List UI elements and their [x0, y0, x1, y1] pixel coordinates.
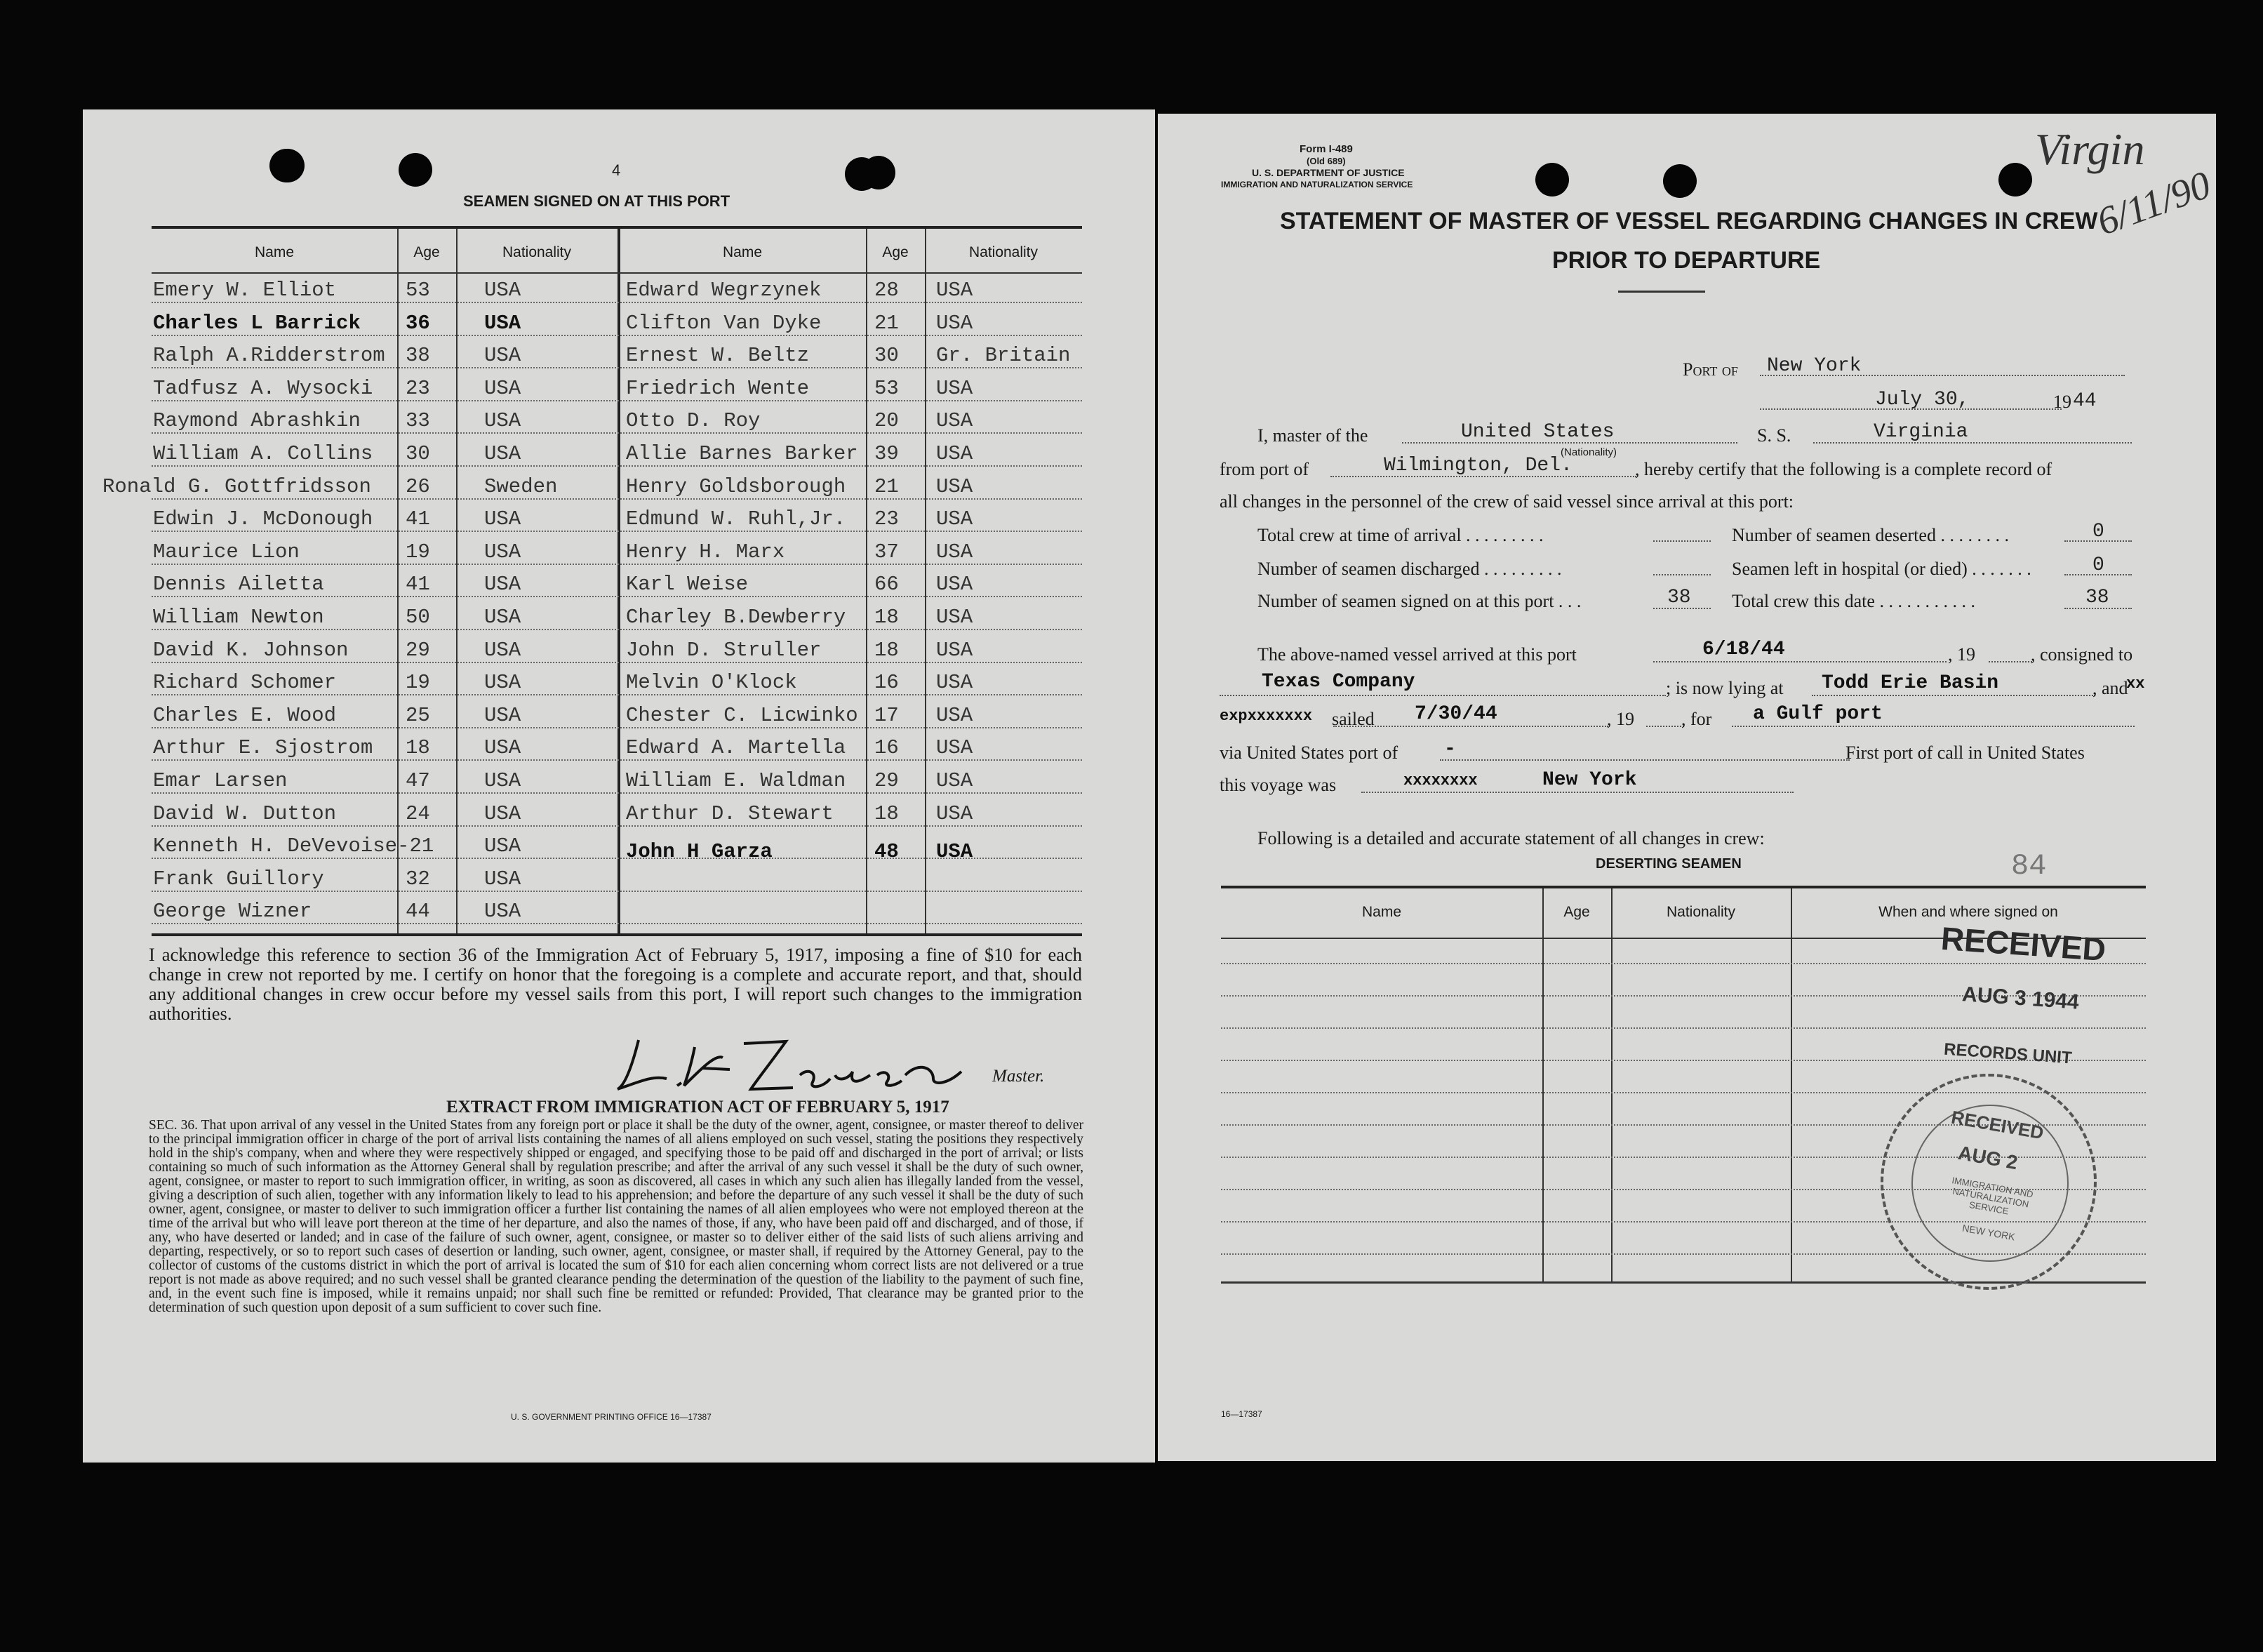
crew-age: 16: [874, 671, 899, 695]
table-row: [152, 766, 1082, 798]
crew-nationality: USA: [936, 801, 973, 825]
master-of-label: I, master of the: [1257, 425, 1368, 446]
punch-hole: [399, 153, 432, 187]
all-changes-text: all changes in the personnel of the crew of said vessel since arrival at this port:: [1220, 491, 1794, 512]
crew-age: 50: [406, 606, 430, 629]
crew-nationality: USA: [484, 638, 521, 662]
crew-age: 47: [406, 769, 430, 792]
year-prefix: 19: [2053, 392, 2071, 412]
crew-age: 23: [874, 507, 899, 531]
total-crew-arrival-label: Total crew at time of arrival . . . . . . . . .: [1257, 525, 1544, 545]
table-row: [152, 504, 1082, 536]
crew-nationality: USA: [484, 279, 521, 302]
nationality-caption: (Nationality): [1561, 446, 1617, 458]
crew-name: Clifton Van Dyke: [626, 311, 822, 335]
handwritten-date: 6/11/90: [2091, 163, 2217, 244]
crew-age: 33: [406, 409, 430, 433]
crew-name: Kenneth H. DeVevoise-21: [153, 834, 434, 858]
voyage-label: this voyage was: [1220, 775, 1337, 795]
round-stamp-service: IMMIGRATION AND NATURALIZATION SERVICE: [1951, 1175, 2034, 1217]
crew-age: 32: [406, 867, 430, 891]
crew-name: Edwin J. McDonough: [153, 507, 373, 531]
and-strike: xx: [2126, 675, 2145, 693]
table-row: [152, 602, 1082, 634]
crew-name: Dennis Ailetta: [153, 573, 324, 597]
crew-name: Emery W. Elliot: [153, 279, 337, 302]
crew-nationality: USA: [936, 474, 973, 498]
crew-nationality: USA: [936, 606, 973, 629]
crew-nationality: USA: [936, 840, 973, 864]
table-row: [152, 700, 1082, 733]
crew-name: Chester C. Licwinko: [626, 703, 858, 727]
punch-hole: [1663, 164, 1697, 198]
for-label: , for: [1681, 709, 1712, 729]
round-stamp-date: AUG 2: [1956, 1141, 2020, 1174]
signed-on-label: Number of seamen signed on at this port . . .: [1257, 591, 1582, 611]
round-stamp-city: NEW YORK: [1961, 1222, 2016, 1243]
deserted-value: 0: [2092, 521, 2104, 542]
crew-age: 19: [406, 671, 430, 695]
sailed-value: 7/30/44: [1415, 703, 1497, 725]
crew-name: William A. Collins: [153, 442, 373, 465]
crew-age: 26: [406, 474, 430, 498]
handwritten-note: Virgin: [2035, 124, 2145, 174]
crew-age: 28: [874, 279, 899, 302]
table-row: [152, 864, 1082, 896]
page-number: 4: [612, 161, 621, 179]
nationality-value: United States: [1461, 421, 1615, 443]
crew-name: Ralph A.Ridderstrom: [153, 344, 385, 368]
header-nationality: Nationality: [1666, 904, 1736, 920]
crew-nationality: USA: [484, 442, 521, 465]
master-label: Master.: [992, 1067, 1045, 1086]
crew-nationality: USA: [936, 376, 973, 400]
for-value: a Gulf port: [1753, 703, 1883, 725]
crew-name: Tadfusz A. Wysocki: [153, 376, 373, 400]
crew-age: 36: [406, 311, 430, 335]
year-value: 44: [2073, 390, 2097, 412]
crew-age: 21: [874, 311, 899, 335]
crew-age: 19: [406, 540, 430, 564]
crew-age: 17: [874, 703, 899, 727]
table-row: [152, 831, 1082, 863]
crew-nationality: USA: [936, 638, 973, 662]
crew-age: 39: [874, 442, 899, 465]
crew-age: 23: [406, 376, 430, 400]
crew-name: David W. Dutton: [153, 801, 337, 825]
crew-name: Melvin O'Klock: [626, 671, 797, 695]
date-value: July 30,: [1875, 389, 1970, 411]
crew-age: 20: [874, 409, 899, 433]
header-name: Name: [1361, 904, 1402, 920]
crew-age: 53: [874, 376, 899, 400]
crew-age: 16: [874, 736, 899, 760]
header-name: Name: [254, 244, 295, 260]
consignee-value: Texas Company: [1262, 671, 1415, 693]
crew-age: 41: [406, 507, 430, 531]
table-row: [152, 373, 1082, 406]
crew-nationality: USA: [936, 573, 973, 597]
crew-nationality: USA: [484, 311, 521, 335]
voyage-strike: xxxxxxxx: [1403, 772, 1478, 790]
table-row: [152, 635, 1082, 667]
crew-nationality: USA: [484, 801, 521, 825]
table-row: [152, 733, 1082, 765]
crew-nationality: Gr. Britain: [936, 344, 1071, 368]
nineteen-label: , 19: [1948, 644, 1975, 665]
port-value: New York: [1767, 355, 1862, 377]
crew-age: 48: [874, 840, 899, 864]
crew-name: Henry Goldsborough: [626, 474, 846, 498]
department: U. S. DEPARTMENT OF JUSTICE: [1252, 167, 1405, 178]
hospital-value: 0: [2092, 554, 2104, 576]
round-stamp-received: RECEIVED: [1949, 1106, 2045, 1144]
crew-nationality: USA: [484, 376, 521, 400]
lying-label: ; is now lying at: [1666, 678, 1784, 698]
crew-name: William Newton: [153, 606, 324, 629]
from-port-value: Wilmington, Del.: [1384, 455, 1573, 477]
crew-name: Raymond Abrashkin: [153, 409, 361, 433]
deserting-title: DESERTING SEAMEN: [1596, 856, 1742, 872]
footer-code: 16—17387: [1221, 1409, 1262, 1419]
header-nationality: Nationality: [968, 244, 1039, 260]
arrived-label: The above-named vessel arrived at this port: [1257, 644, 1577, 665]
crew-age: 18: [874, 606, 899, 629]
crew-age: 24: [406, 801, 430, 825]
crew-name: Allie Barnes Barker: [626, 442, 858, 465]
crew-name: Edmund W. Ruhl,Jr.: [626, 507, 846, 531]
master-signature: [610, 1026, 975, 1103]
hospital-label: Seamen left in hospital (or died) . . . . . . .: [1732, 559, 2031, 579]
crew-name: Otto D. Roy: [626, 409, 761, 433]
and-label: , and: [2092, 678, 2128, 698]
crew-nationality: USA: [484, 703, 521, 727]
table-row: [152, 406, 1082, 438]
crew-nationality: USA: [936, 409, 973, 433]
crew-name: Frank Guillory: [153, 867, 324, 891]
service: IMMIGRATION AND NATURALIZATION SERVICE: [1221, 180, 1413, 189]
table-row: [152, 439, 1082, 471]
table-row: [152, 340, 1082, 373]
crew-name: Maurice Lion: [153, 540, 300, 564]
discharged-label: Number of seamen discharged . . . . . . . . .: [1257, 559, 1562, 579]
nineteen-label-2: , 19: [1607, 709, 1634, 729]
lying-value: Todd Erie Basin: [1822, 672, 1999, 694]
crew-name: Ernest W. Beltz: [626, 344, 810, 368]
crew-nationality: USA: [936, 671, 973, 695]
crew-name: Charles L Barrick: [153, 311, 361, 335]
via-label: via United States port of: [1220, 742, 1398, 763]
total-crew-date-label: Total crew this date . . . . . . . . . . .: [1732, 591, 1975, 611]
crew-nationality: USA: [484, 671, 521, 695]
expected-strike: expxxxxxxx: [1220, 707, 1313, 725]
crew-name: David K. Johnson: [153, 638, 349, 662]
acknowledgement-text: I acknowledge this reference to section 36 of the Immigration Act of February 5, 1917, imposing a fine of $10 for each change in crew not reported by me. I certify on honor that the foregoing is a complete and accurate report, and that, should any additional changes in crew occur before my vessel sails from this port, I will report such changes to the immigration authorities.: [149, 944, 1082, 1024]
consigned-label: , consigned to: [2031, 644, 2133, 665]
signed-on-value: 38: [1667, 587, 1691, 608]
crew-name: Charles E. Wood: [153, 703, 337, 727]
table-row: [152, 275, 1082, 307]
sailed-label: sailed: [1332, 709, 1375, 729]
crew-age: 29: [874, 769, 899, 792]
crew-age: 30: [406, 442, 430, 465]
from-port-label: from port of: [1220, 459, 1309, 479]
crew-nationality: USA: [484, 540, 521, 564]
crew-name: Friedrich Wente: [626, 376, 810, 400]
crew-name: Karl Weise: [626, 573, 749, 597]
crew-nationality: USA: [484, 573, 521, 597]
extract-text: SEC. 36. That upon arrival of any vessel in the United States from any foreign port or place it shall be the duty of the owner, agent, consignee, or master thereof to deliver to the principal immigration officer in charge of the port of arrival lists containing the names of all aliens employed on such vessel, stating the positions they respectively hold in the ship's company, when and where they were respectively shipped or engaged, and specifying those to be paid off and discharged in the port of arrival; or lists containing so much of such information as the Attorney General shall by regulation prescribe; and after the arrival of any such vessel it shall be the duty of such owner, agent, consignee, or master to report to such immigration officer, in writing, as soon as discovered, all cases in which any such alien has illegally landed from the vessel, giving a description of such alien, together with any information likely to lead to his apprehension; and before the departure of any such vessel it shall be the duty of such owner, agent, consignee, or master to deliver to such immigration officer a further list containing the names of all alien employees who were not employed thereon at the time of the arrival but who will leave port thereon at the time of her departure, and also the names of those, if any, who have been paid off and discharged, and of those, if any, who have deserted or landed; and in case of the failure of such owner, agent, consignee, or master so to deliver either of the said lists of such aliens arriving and departing, respectively, or so to report such cases of desertion or landing, such owner, agent, consignee, or master shall, if required by the Attorney General, pay to the collector of customs of the customs district in which the port of arrival is located the sum of $10 for each alien concerning whom correct lists are not delivered or a true report is not made as above required; and no such vessel shall be granted clearance pending the determination of the question of the liability to the payment of such fine, and, in the event such fine is imposed, while it remains unpaid; nor shall such fine be remitted or refunded: Provided, That clearance may be granted prior to the determination of such question upon deposit of a sum sufficient to cover such fine.: [149, 1118, 1083, 1315]
vessel-value: Virginia: [1874, 421, 1968, 443]
records-unit-stamp: RECORDS UNIT: [1943, 1039, 2073, 1068]
crew-name: John D. Struller: [626, 638, 822, 662]
crew-name: George Wizner: [153, 900, 312, 924]
header-name: Name: [722, 244, 763, 260]
crew-name: John H Garza: [626, 840, 773, 864]
crew-nationality: USA: [484, 344, 521, 368]
table-row: [152, 569, 1082, 601]
crew-age: 29: [406, 638, 430, 662]
header-age: Age: [882, 244, 909, 260]
crew-nationality: USA: [484, 834, 521, 858]
crew-nationality: USA: [936, 442, 973, 465]
crew-name: Emar Larsen: [153, 769, 288, 792]
left-page-title: SEAMEN SIGNED ON AT THIS PORT: [463, 192, 730, 210]
header-when-where: When and where signed on: [1878, 904, 2058, 920]
crew-name: Richard Schomer: [153, 671, 337, 695]
crew-name: Arthur E. Sjostrom: [153, 736, 373, 760]
crew-age: 44: [406, 900, 430, 924]
crew-nationality: USA: [484, 867, 521, 891]
crew-nationality: USA: [484, 409, 521, 433]
deserted-label: Number of seamen deserted . . . . . . . .: [1732, 525, 2009, 545]
crew-name: Edward Wegrzynek: [626, 279, 822, 302]
crew-age: 25: [406, 703, 430, 727]
crew-age: 18: [874, 801, 899, 825]
crew-age: 37: [874, 540, 899, 564]
table-row: [152, 799, 1082, 831]
voyage-value: New York: [1542, 769, 1637, 791]
certify-text: , hereby certify that the following is a complete record of: [1635, 459, 2052, 479]
table-row: [152, 896, 1082, 928]
punch-hole: [1998, 163, 2032, 196]
crew-nationality: USA: [484, 507, 521, 531]
crew-nationality: USA: [936, 540, 973, 564]
crew-nationality: USA: [936, 703, 973, 727]
form-old-number: (Old 689): [1307, 156, 1346, 166]
crew-name: Edward A. Martella: [626, 736, 846, 760]
form-number: Form I-489: [1300, 143, 1353, 155]
crew-age: 53: [406, 279, 430, 302]
table-row: [152, 667, 1082, 700]
crew-name: Henry H. Marx: [626, 540, 785, 564]
header-nationality: Nationality: [502, 244, 572, 260]
crew-name: William E. Waldman: [626, 769, 846, 792]
port-label: Port of: [1683, 359, 1738, 380]
crew-nationality: USA: [484, 900, 521, 924]
crew-age: 21: [874, 474, 899, 498]
pencil-mark: 84: [2011, 849, 2047, 883]
header-age: Age: [1563, 904, 1590, 920]
crew-name: Ronald G. Gottfridsson: [102, 474, 371, 498]
extract-title: EXTRACT FROM IMMIGRATION ACT OF FEBRUARY 5, 1917: [446, 1098, 949, 1117]
following-text: Following is a detailed and accurate statement of all changes in crew:: [1257, 828, 1765, 848]
received-stamp-date: AUG 3 1944: [1961, 982, 2080, 1014]
crew-age: 38: [406, 344, 430, 368]
crew-age: 30: [874, 344, 899, 368]
table-row: [152, 537, 1082, 569]
crew-nationality: USA: [484, 769, 521, 792]
crew-nationality: USA: [936, 769, 973, 792]
crew-age: 18: [406, 736, 430, 760]
crew-nationality: USA: [936, 279, 973, 302]
round-stamp: [1881, 1074, 2097, 1290]
form-title-line2: PRIOR TO DEPARTURE: [1552, 247, 1821, 274]
header-age: Age: [413, 244, 440, 260]
crew-nationality: Sweden: [484, 474, 558, 498]
table-row: [102, 472, 1082, 504]
crew-nationality: USA: [484, 606, 521, 629]
table-row: [152, 308, 1082, 340]
first-port-label: First port of call in United States: [1845, 742, 2085, 763]
punch-hole: [845, 157, 879, 191]
form-title-line1: STATEMENT OF MASTER OF VESSEL REGARDING CHANGES IN CREW: [1280, 208, 2098, 234]
seamen-signed-on-table: [102, 226, 1082, 936]
crew-nationality: USA: [936, 507, 973, 531]
crew-age: 66: [874, 573, 899, 597]
crew-name: Charley B.Dewberry: [626, 606, 846, 629]
punch-hole: [1535, 163, 1569, 196]
crew-age: 18: [874, 638, 899, 662]
via-value: -: [1444, 738, 1456, 760]
crew-name: Arthur D. Stewart: [626, 801, 834, 825]
printing-office: U. S. GOVERNMENT PRINTING OFFICE 16—17387: [511, 1412, 712, 1422]
crew-age: 41: [406, 573, 430, 597]
received-stamp: RECEIVED: [1940, 919, 2107, 968]
crew-nationality: USA: [484, 736, 521, 760]
crew-nationality: USA: [936, 311, 973, 335]
punch-hole: [269, 149, 303, 182]
total-crew-date-value: 38: [2085, 587, 2109, 608]
arrived-value: 6/18/44: [1702, 639, 1785, 660]
crew-nationality: USA: [936, 736, 973, 760]
ss-label: S. S.: [1757, 425, 1791, 446]
